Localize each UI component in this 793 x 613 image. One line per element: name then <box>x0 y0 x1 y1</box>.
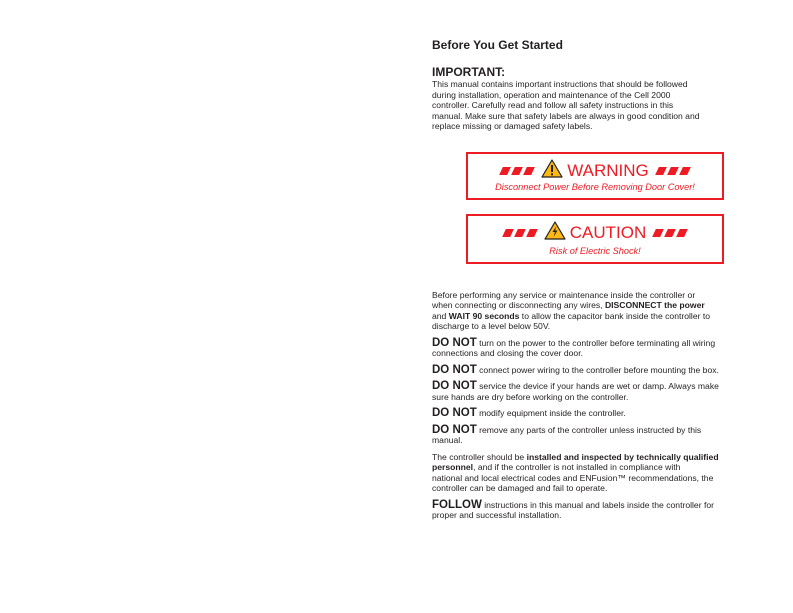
installed-line-1 <box>432 452 762 463</box>
follow-paragraph <box>432 500 762 521</box>
caution-title: CAUTION <box>569 223 647 242</box>
important-line-2: during installation, operation and maintenance of the Cell 2000 <box>432 89 671 100</box>
electric-shock-triangle-icon <box>544 221 566 245</box>
installed-line-2-text: , and if the controller is not installed in compliance with <box>473 462 681 472</box>
content-column <box>432 38 762 521</box>
rule-1-lead: DO NOT <box>432 336 477 349</box>
rule-5-line-2: manual. <box>432 435 463 445</box>
rule-3-text-1: service the device if your hands are wet or damp. Always make <box>476 381 719 391</box>
installed-qualified-text: installed and inspected by technically qualified <box>526 451 719 462</box>
rule-5 <box>432 425 762 446</box>
rule-2 <box>432 365 762 376</box>
rule-2-text-1: connect power wiring to the controller before mounting the box. <box>476 364 719 375</box>
rule-4-text-1: modify equipment inside the controller. <box>476 408 626 418</box>
rule-1 <box>432 338 762 359</box>
rule-4-lead: DO NOT <box>432 407 477 419</box>
warning-label <box>466 152 724 200</box>
follow-line-1 <box>432 500 762 511</box>
rule-1-text-1: turn on the power to the controller before terminating all wiring <box>476 337 716 348</box>
rule-2-line-1 <box>432 365 762 376</box>
caution-subtitle: Risk of Electric Shock! <box>549 246 641 256</box>
rule-5-line-1 <box>432 425 762 436</box>
follow-line-2: proper and successful installation. <box>432 510 562 520</box>
important-line-1: This manual contains important instructions that should be followed <box>432 79 688 89</box>
installed-personnel-text: personnel <box>432 462 474 472</box>
caution-stripes-left <box>504 229 536 237</box>
warning-stripes-left <box>501 167 533 175</box>
installed-paragraph <box>432 452 762 494</box>
rule-4-line-1 <box>432 408 762 419</box>
rule-1-line-1 <box>432 338 762 349</box>
rule-4 <box>432 408 762 419</box>
before-line-2-text: when connecting or disconnecting any wires, <box>432 300 605 310</box>
warning-triangle-icon <box>541 159 563 183</box>
important-line-5: replace missing or damaged safety labels. <box>432 121 593 131</box>
before-line-1: Before performing any service or maintenance inside the controller or <box>432 289 696 300</box>
caution-stripes-right <box>654 229 686 237</box>
warning-label-header <box>468 160 722 182</box>
before-line-3-text-a: and <box>432 310 449 321</box>
warning-stripes-right <box>657 167 689 175</box>
important-line-3: controller. Carefully read and follow all safety instructions in this <box>432 100 674 110</box>
before-line-2 <box>432 300 762 311</box>
installed-line-2 <box>432 462 762 473</box>
rule-2-lead: DO NOT <box>432 363 477 376</box>
warning-subtitle: Disconnect Power Before Removing Door Cover! <box>495 182 695 192</box>
before-line-4: discharge to a level below 50V. <box>432 321 551 331</box>
rule-5-text-1: remove any parts of the controller unless instructed by this <box>476 424 702 435</box>
before-paragraph <box>432 290 762 332</box>
before-line-3-text-b: to allow the capacitor bank inside the controller to <box>519 310 711 321</box>
rule-3 <box>432 381 762 402</box>
caution-label <box>466 214 724 264</box>
follow-lead: FOLLOW <box>432 498 482 511</box>
follow-text-1: instructions in this manual and labels inside the controller for <box>481 499 714 510</box>
rule-3-line-1 <box>432 381 762 392</box>
important-heading: IMPORTANT: <box>432 65 506 79</box>
page-title: Before You Get Started <box>432 38 563 52</box>
rule-5-lead: DO NOT <box>432 423 477 436</box>
important-line-4: manual. Make sure that safety labels are always in good condition and <box>432 110 700 121</box>
rule-3-line-2: sure hands are dry before working on the controller. <box>432 391 629 402</box>
installed-line-4: controller can be damaged and fail to operate. <box>432 483 608 493</box>
installed-line-3: national and local electrical codes and ENFusion™ recommendations, the <box>432 472 714 483</box>
before-line-3 <box>432 311 762 322</box>
warning-title: WARNING <box>567 161 649 180</box>
rule-3-lead: DO NOT <box>432 380 477 392</box>
wait-90-seconds-text: WAIT 90 seconds <box>448 310 520 321</box>
disconnect-power-text: DISCONNECT the power <box>604 300 705 310</box>
installed-line-1-text: The controller should be <box>432 451 527 462</box>
caution-label-header <box>468 222 722 244</box>
rule-1-line-2: connections and closing the cover door. <box>432 348 583 358</box>
